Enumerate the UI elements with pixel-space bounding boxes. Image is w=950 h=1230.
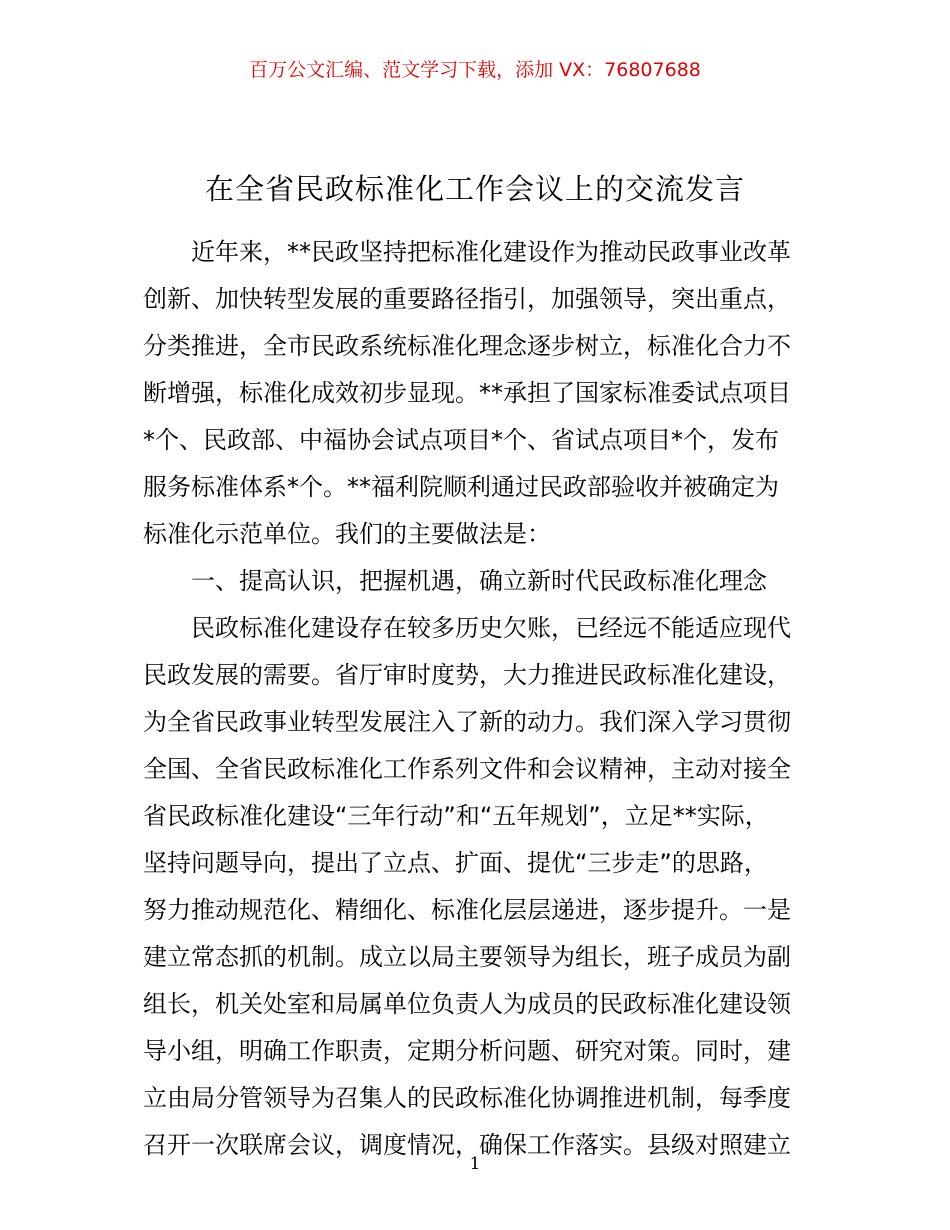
body-line: 断增强，标准化成效初步显现。**承担了国家标准委试点项目 bbox=[143, 379, 791, 407]
page-number: 1 bbox=[469, 1154, 481, 1174]
body-line: 建立常态抓的机制。成立以局主要领导为组长，班子成员为副 bbox=[143, 943, 791, 971]
body-line: *个、民政部、中福协会试点项目*个、省试点项目*个，发布 bbox=[143, 426, 779, 454]
body-line: 为全省民政事业转型发展注入了新的动力。我们深入学习贯彻 bbox=[143, 708, 791, 736]
document-title: 在全省民政标准化工作会议上的交流发言 bbox=[204, 172, 745, 206]
body-line: 坚持问题导向，提出了立点、扩面、提优“三步走”的思路， bbox=[143, 849, 768, 877]
body-line: 民政标准化建设存在较多历史欠账，已经远不能适应现代 bbox=[191, 614, 791, 642]
body-line: 服务标准体系*个。**福利院顺利通过民政部验收并被确定为 bbox=[143, 473, 779, 501]
body-line: 努力推动规范化、精细化、标准化层层递进，逐步提升。一是 bbox=[143, 896, 791, 924]
body-line: 创新、加快转型发展的重要路径指引，加强领导，突出重点， bbox=[143, 285, 791, 313]
body-line: 导小组，明确工作职责，定期分析问题、研究对策。同时，建 bbox=[143, 1037, 791, 1065]
body-line: 标准化示范单位。我们的主要做法是： bbox=[143, 520, 551, 548]
body-line: 省民政标准化建设“三年行动”和“五年规划”，立足**实际， bbox=[143, 802, 769, 830]
body-line: 立由局分管领导为召集人的民政标准化协调推进机制，每季度 bbox=[143, 1084, 791, 1112]
body-line: 分类推进，全市民政系统标准化理念逐步树立，标准化合力不 bbox=[143, 332, 791, 360]
body-line: 近年来，**民政坚持把标准化建设作为推动民政事业改革 bbox=[191, 238, 791, 266]
watermark-header: 百万公文汇编、范文学习下载，添加 VX：76807688 bbox=[249, 59, 701, 81]
body-line: 召开一次联席会议，调度情况，确保工作落实。县级对照建立 bbox=[143, 1131, 791, 1159]
body-line: 组长，机关处室和局属单位负责人为成员的民政标准化建设领 bbox=[143, 990, 791, 1018]
section-heading: 一、提高认识，把握机遇，确立新时代民政标准化理念 bbox=[191, 567, 767, 595]
body-line: 民政发展的需要。省厅审时度势，大力推进民政标准化建设， bbox=[143, 661, 791, 689]
body-line: 全国、全省民政标准化工作系列文件和会议精神，主动对接全 bbox=[143, 755, 791, 783]
